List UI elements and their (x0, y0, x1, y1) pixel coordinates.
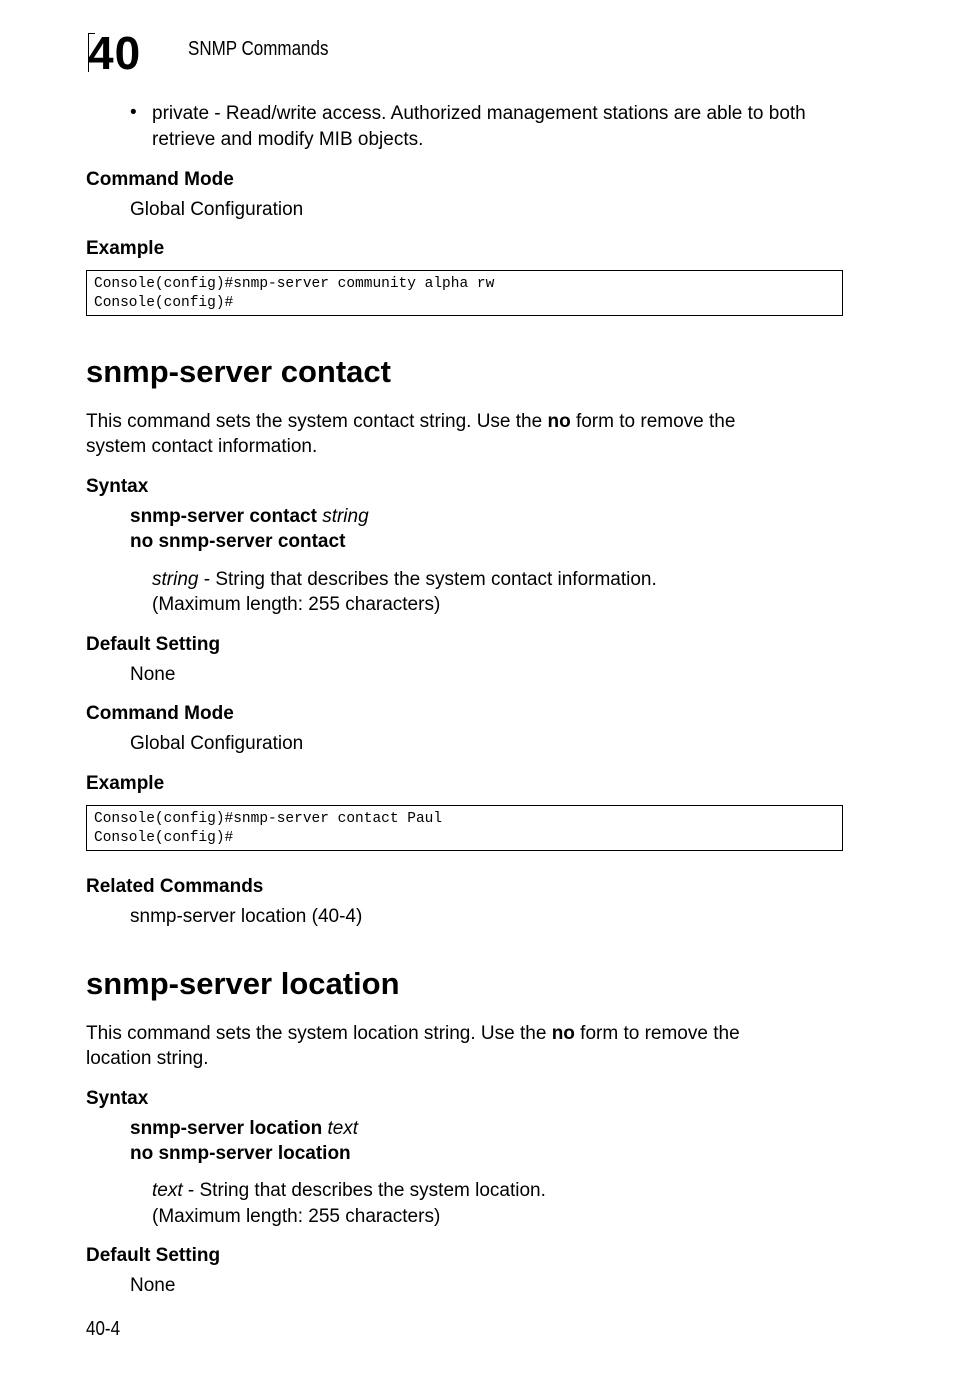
param-max-length: (Maximum length: 255 characters) (152, 594, 441, 615)
param-max-length: (Maximum length: 255 characters) (152, 1206, 441, 1227)
desc-text: This command sets the system location string. Use the (86, 1023, 552, 1044)
syntax-cmd: snmp-server contact (130, 506, 317, 527)
example-label: Example (86, 773, 165, 794)
code-example-contact (86, 805, 843, 851)
desc-bold-no: no (547, 411, 571, 432)
command-mode-value: Global Configuration (130, 199, 304, 220)
page-number: 40-4 (86, 1318, 121, 1340)
location-description-line1 (86, 1021, 846, 1047)
command-mode-value: Global Configuration (130, 733, 304, 754)
section-title-contact: snmp-server contact (86, 354, 391, 389)
code-example-community (86, 270, 843, 316)
syntax-label: Syntax (86, 476, 149, 497)
default-setting-value: None (130, 1275, 176, 1296)
intro-bullet-line1 (152, 101, 872, 127)
code-line: Console(config)# (94, 295, 234, 311)
location-description-line2: location string. (86, 1048, 209, 1069)
contact-description-line1 (86, 409, 846, 435)
syntax-param: text (327, 1118, 359, 1139)
syntax-command (130, 1116, 358, 1142)
param-desc: - String that describes the system contact information. (198, 569, 657, 590)
default-setting-value: None (130, 664, 176, 685)
chapter-title: SNMP Commands (188, 38, 329, 60)
param-desc: - String that describes the system location. (182, 1180, 546, 1201)
related-commands-label: Related Commands (86, 876, 264, 897)
param-name: text (152, 1180, 183, 1201)
example-label: Example (86, 238, 165, 259)
syntax-cmd: snmp-server location (130, 1118, 323, 1139)
code-line: Console(config)#snmp-server community alpha rw (94, 276, 495, 292)
code-line: Console(config)# (94, 830, 234, 846)
related-command-link[interactable]: snmp-server location (40-4) (130, 906, 363, 927)
param-description (152, 1178, 546, 1204)
contact-description-line2: system contact information. (86, 436, 318, 457)
code-line: Console(config)#snmp-server contact Paul (94, 811, 443, 827)
chapter-number: 40 (88, 27, 142, 79)
intro-bullet-line2: retrieve and modify MIB objects. (152, 129, 424, 150)
default-setting-label: Default Setting (86, 634, 221, 655)
desc-text: form to remove the (570, 411, 736, 432)
bullet-marker: • (130, 102, 137, 123)
syntax-no-command: no snmp-server location (130, 1143, 351, 1164)
syntax-param: string (322, 506, 369, 527)
syntax-command (130, 504, 369, 530)
bullet-term: private (152, 103, 210, 124)
param-description (152, 567, 657, 593)
section-title-location: snmp-server location (86, 966, 400, 1001)
param-name: string (152, 569, 199, 590)
default-setting-label: Default Setting (86, 1245, 221, 1266)
desc-text: This command sets the system contact string. Use the (86, 411, 548, 432)
command-mode-label: Command Mode (86, 703, 234, 724)
command-mode-label: Command Mode (86, 169, 234, 190)
syntax-label: Syntax (86, 1088, 149, 1109)
bullet-text: - Read/write access. Authorized management stations are able to both (209, 103, 806, 124)
syntax-no-command: no snmp-server contact (130, 531, 346, 552)
desc-text: form to remove the (574, 1023, 740, 1044)
desc-bold-no: no (551, 1023, 575, 1044)
